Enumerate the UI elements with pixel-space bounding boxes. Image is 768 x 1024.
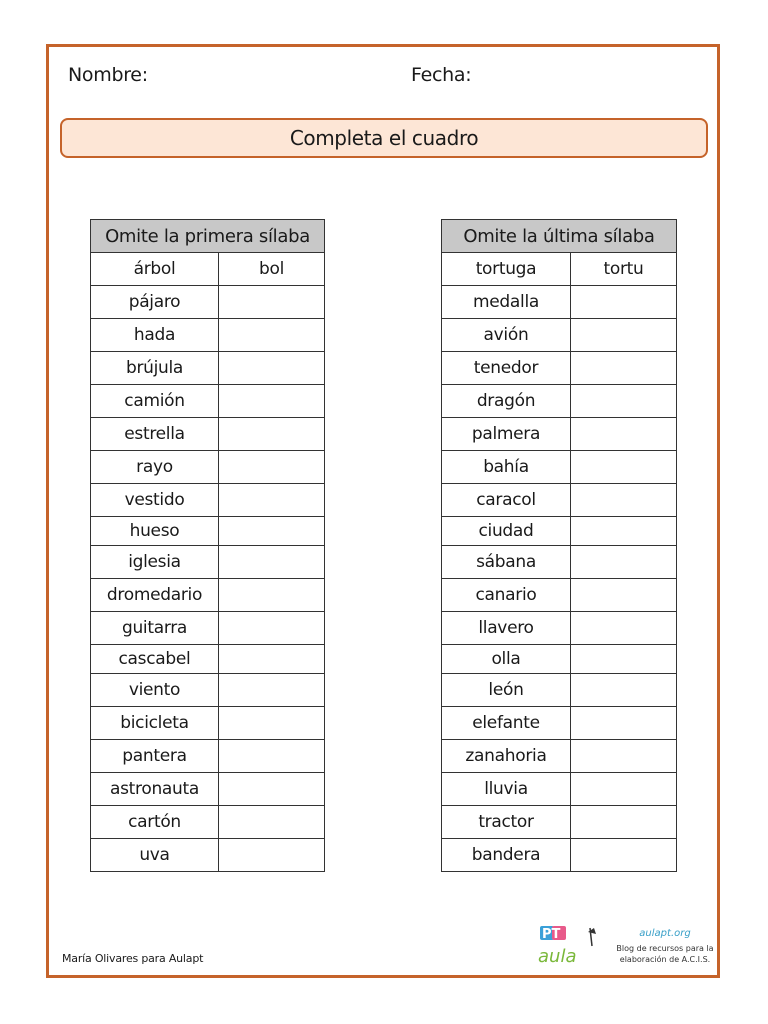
table-row	[442, 451, 677, 484]
table-row	[442, 839, 677, 872]
word-cell: lluvia	[442, 773, 571, 806]
answer-cell[interactable]	[219, 645, 325, 674]
table-row	[91, 839, 325, 872]
table-row	[442, 319, 677, 352]
answer-cell[interactable]	[571, 385, 677, 418]
word-cell: uva	[91, 839, 219, 872]
answer-cell[interactable]	[571, 773, 677, 806]
table-row	[91, 806, 325, 839]
word-cell: brújula	[91, 352, 219, 385]
table-row	[91, 451, 325, 484]
table-row	[91, 352, 325, 385]
table-row	[442, 773, 677, 806]
table-row	[91, 484, 325, 517]
answer-cell[interactable]	[571, 579, 677, 612]
answer-cell[interactable]	[219, 517, 325, 546]
table-row	[91, 645, 325, 674]
word-cell: canario	[442, 579, 571, 612]
word-cell: llavero	[442, 612, 571, 645]
answer-cell[interactable]	[571, 418, 677, 451]
table-row	[91, 674, 325, 707]
answer-cell[interactable]	[571, 674, 677, 707]
answer-cell[interactable]	[571, 352, 677, 385]
word-cell: viento	[91, 674, 219, 707]
table-row	[442, 385, 677, 418]
word-cell: león	[442, 674, 571, 707]
answer-cell[interactable]	[571, 451, 677, 484]
word-cell: tortuga	[442, 253, 571, 286]
answer-cell[interactable]	[219, 839, 325, 872]
word-cell: zanahoria	[442, 740, 571, 773]
word-cell: bandera	[442, 839, 571, 872]
table-row	[442, 484, 677, 517]
word-cell: medalla	[442, 286, 571, 319]
table-row	[91, 612, 325, 645]
date-label: Fecha:	[411, 64, 472, 86]
word-cell: dragón	[442, 385, 571, 418]
answer-cell[interactable]	[571, 517, 677, 546]
answer-cell[interactable]	[219, 806, 325, 839]
worksheet-title-text: Completa el cuadro	[289, 126, 479, 150]
right-table	[441, 219, 677, 872]
table-row	[442, 253, 677, 286]
word-cell: estrella	[91, 418, 219, 451]
word-cell: bahía	[442, 451, 571, 484]
table-row	[91, 517, 325, 546]
logo-text-bottom: aula	[538, 946, 577, 967]
answer-cell[interactable]: bol	[219, 253, 325, 286]
word-cell: hada	[91, 319, 219, 352]
right-table-body	[442, 253, 677, 872]
table-row	[442, 286, 677, 319]
table-row	[442, 806, 677, 839]
word-cell: cascabel	[91, 645, 219, 674]
answer-cell[interactable]	[571, 707, 677, 740]
table-row	[91, 579, 325, 612]
table-row	[442, 546, 677, 579]
answer-cell[interactable]	[219, 707, 325, 740]
answer-cell[interactable]	[571, 546, 677, 579]
word-cell: camión	[91, 385, 219, 418]
word-cell: cartón	[91, 806, 219, 839]
word-cell: pantera	[91, 740, 219, 773]
answer-cell[interactable]	[219, 612, 325, 645]
blog-url: aulapt.org	[639, 928, 691, 939]
answer-cell[interactable]	[219, 484, 325, 517]
table-row	[91, 707, 325, 740]
answer-cell[interactable]	[219, 546, 325, 579]
table-row	[91, 418, 325, 451]
name-label: Nombre:	[68, 64, 148, 86]
table-row	[442, 418, 677, 451]
table-row	[91, 253, 325, 286]
answer-cell[interactable]	[571, 484, 677, 517]
word-cell: avión	[442, 319, 571, 352]
table-row	[442, 579, 677, 612]
word-cell: ciudad	[442, 517, 571, 546]
table-row	[442, 740, 677, 773]
table-row	[442, 517, 677, 546]
answer-cell[interactable]	[571, 612, 677, 645]
word-cell: tenedor	[442, 352, 571, 385]
word-cell: árbol	[91, 253, 219, 286]
word-cell: astronauta	[91, 773, 219, 806]
answer-cell[interactable]	[219, 674, 325, 707]
word-cell: guitarra	[91, 612, 219, 645]
left-table	[90, 219, 325, 872]
right-table-heading: Omite la última sílaba	[442, 220, 677, 253]
table-row	[442, 352, 677, 385]
answer-cell[interactable]	[571, 645, 677, 674]
table-row	[91, 286, 325, 319]
logo-text-top: PT	[542, 927, 561, 942]
answer-cell[interactable]	[571, 286, 677, 319]
left-table-body	[91, 253, 325, 872]
answer-cell[interactable]	[571, 839, 677, 872]
word-cell: palmera	[442, 418, 571, 451]
left-table-heading: Omite la primera sílaba	[91, 220, 325, 253]
word-cell: pájaro	[91, 286, 219, 319]
word-cell: iglesia	[91, 546, 219, 579]
word-cell: dromedario	[91, 579, 219, 612]
table-row	[442, 674, 677, 707]
answer-cell[interactable]	[219, 319, 325, 352]
author-credit: María Olivares para Aulapt	[62, 952, 204, 965]
answer-cell[interactable]	[219, 385, 325, 418]
table-row	[442, 612, 677, 645]
blog-description: Blog de recursos para la elaboración de A.C.I.S.	[616, 944, 714, 964]
answer-cell[interactable]	[219, 286, 325, 319]
word-cell: olla	[442, 645, 571, 674]
word-cell: tractor	[442, 806, 571, 839]
answer-cell[interactable]: tortu	[571, 253, 677, 286]
word-cell: elefante	[442, 707, 571, 740]
word-cell: vestido	[91, 484, 219, 517]
answer-cell[interactable]	[219, 773, 325, 806]
table-row	[91, 385, 325, 418]
table-row	[91, 740, 325, 773]
table-row	[442, 707, 677, 740]
table-row	[91, 319, 325, 352]
word-cell: caracol	[442, 484, 571, 517]
answer-cell[interactable]	[219, 418, 325, 451]
word-cell: bicicleta	[91, 707, 219, 740]
table-row	[442, 645, 677, 674]
answer-cell[interactable]	[219, 579, 325, 612]
answer-cell[interactable]	[219, 740, 325, 773]
answer-cell[interactable]	[571, 319, 677, 352]
answer-cell[interactable]	[219, 352, 325, 385]
table-row	[91, 546, 325, 579]
answer-cell[interactable]	[571, 740, 677, 773]
table-row	[91, 773, 325, 806]
aulapt-logo-icon	[534, 924, 606, 968]
answer-cell[interactable]	[571, 806, 677, 839]
worksheet-title	[60, 118, 708, 158]
answer-cell[interactable]	[219, 451, 325, 484]
word-cell: sábana	[442, 546, 571, 579]
word-cell: rayo	[91, 451, 219, 484]
word-cell: hueso	[91, 517, 219, 546]
